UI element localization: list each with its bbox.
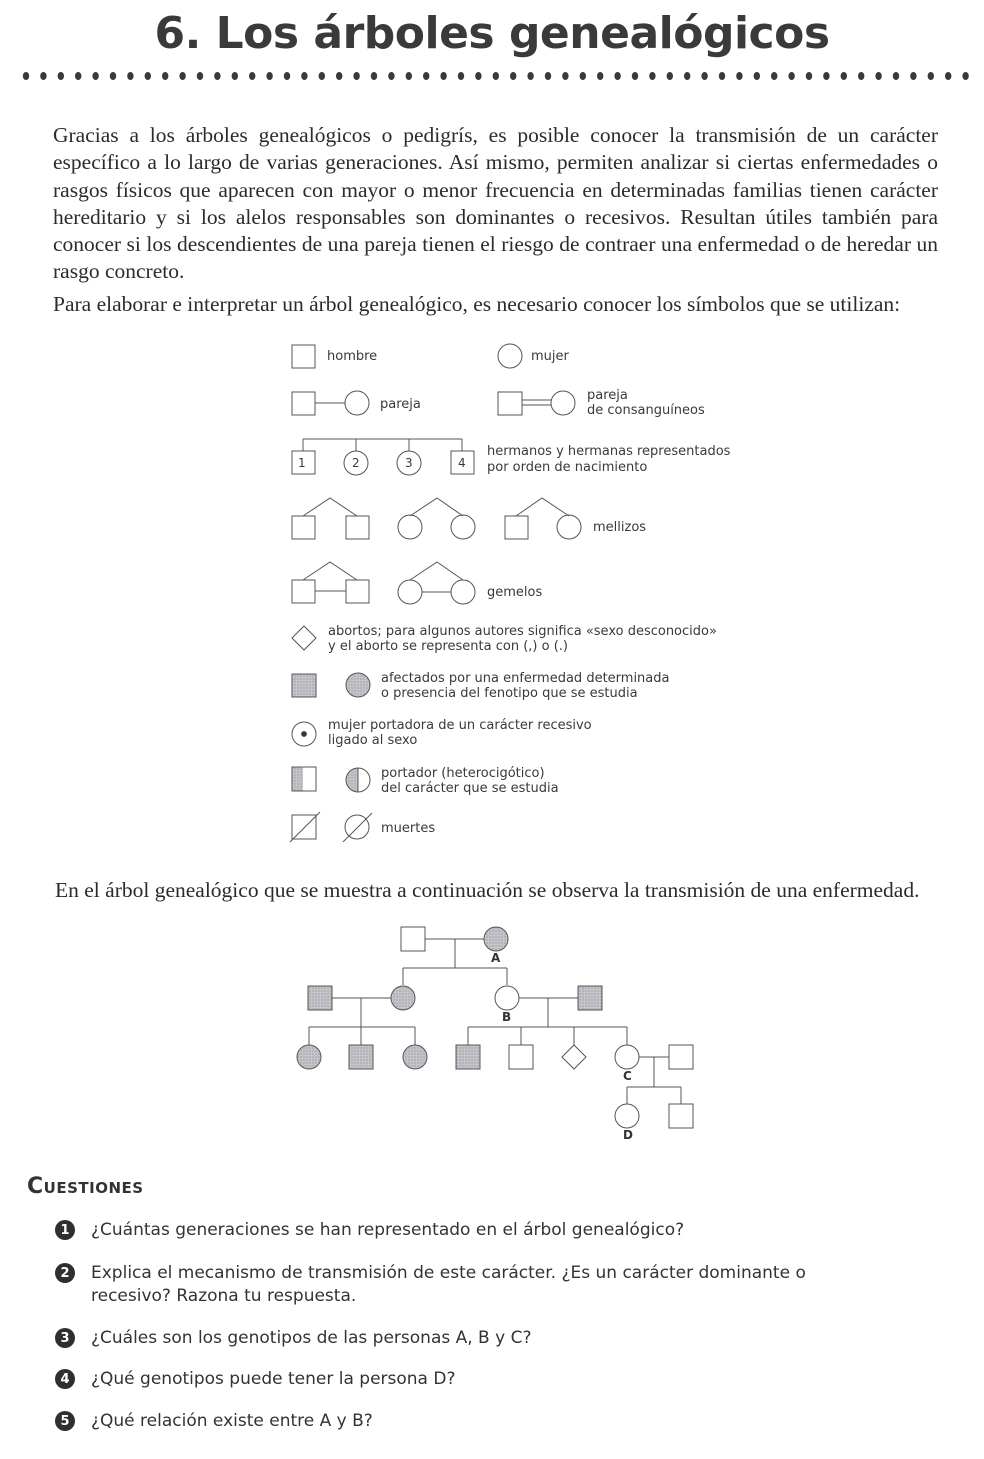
question-text: ¿Qué genotipos puede tener la persona D?: [91, 1369, 456, 1389]
question-number-badge: 1: [55, 1220, 75, 1240]
deceased-symbol-icon: [290, 812, 372, 842]
pedigree-label-d: D: [623, 1128, 633, 1142]
pedigree-affected-female: [391, 986, 415, 1010]
pedigree-female-C: [615, 1045, 639, 1069]
legend-abortos-1: abortos; para algunos autores significa «sexo desconocido»: [328, 624, 717, 639]
legend-portador-2: del carácter que se estudia: [381, 781, 559, 796]
legend-gemelos: gemelos: [487, 585, 543, 600]
question-text: ¿Cuántas generaciones se han representado en el árbol genealógico?: [91, 1220, 685, 1240]
legend-portador-1: portador (heterocigótico): [381, 766, 545, 781]
legend-mellizos: mellizos: [593, 520, 647, 535]
identical-twins-icon: [292, 562, 475, 604]
pedigree-gen3-affected-female-1: [297, 1045, 321, 1069]
pedigree-female-A: [484, 927, 508, 951]
legend-hermanos-2: por orden de nacimiento: [487, 460, 648, 475]
pedigree-male-gen1: [401, 927, 425, 951]
question-item: [55, 1410, 915, 1433]
affected-male-icon: [292, 674, 316, 697]
pedigree-intro: En el árbol genealógico que se muestra a continuación se observa la transmisión de una enfermedad.: [55, 878, 920, 902]
question-item: [55, 1327, 915, 1350]
pedigree-female-B: [495, 986, 519, 1010]
pedigree-gen4-male: [669, 1104, 693, 1128]
legend-abortos-2: y el aborto se representa con (,) o (.): [328, 639, 568, 654]
question-text: ¿Cuáles son los genotipos de las personas A, B y C?: [91, 1328, 532, 1348]
question-item: [55, 1219, 915, 1242]
pedigree-label-c: C: [623, 1069, 632, 1083]
question-number-badge: 2: [55, 1263, 75, 1283]
male-symbol-icon: [292, 345, 315, 368]
pedigree-gen3-affected-male-1: [349, 1045, 373, 1069]
diamond-symbol-icon: [292, 626, 316, 650]
legend-consanguineos-1: pareja: [587, 388, 628, 403]
question-item: [55, 1262, 915, 1308]
pedigree-label-b: B: [502, 1010, 512, 1024]
sibling-number-4: 4: [458, 456, 466, 470]
pedigree-gen3-affected-female-2: [403, 1045, 427, 1069]
pedigree-male-spouse-c: [669, 1045, 693, 1069]
fraternal-twins-icon: [292, 498, 581, 539]
pedigree-affected-male-spouse-b: [578, 986, 602, 1010]
carrier-female-dot-icon: [292, 722, 316, 746]
legend-mujer: mujer: [531, 349, 569, 364]
pedigree-label-a: A: [491, 951, 501, 965]
question-number-badge: 4: [55, 1369, 75, 1389]
pedigree-gen3-male: [509, 1045, 533, 1069]
sibling-number-1: 1: [298, 456, 306, 470]
pedigree-gen3-unknown-sex: [562, 1045, 586, 1069]
page-title: 6. Los árboles genealógicos: [154, 8, 830, 59]
legend-portadora-1: mujer portadora de un carácter recesivo: [328, 718, 592, 733]
legend-muertes: muertes: [381, 821, 436, 836]
question-item: [55, 1368, 915, 1391]
legend-afectados-2: o presencia del fenotipo que se estudia: [381, 686, 638, 701]
question-text: Explica el mecanismo de transmisión de este carácter. ¿Es un carácter dominante o recesivo? Razona tu respuesta.: [91, 1263, 806, 1306]
legend-hombre: hombre: [327, 349, 378, 364]
legend-hermanos-1: hermanos y hermanas representados: [487, 444, 731, 459]
question-text: ¿Qué relación existe entre A y B?: [91, 1411, 373, 1431]
question-number-badge: 5: [55, 1411, 75, 1431]
legend-consanguineos-2: de consanguíneos: [587, 403, 705, 418]
legend-afectados-1: afectados por una enfermedad determinada: [381, 671, 670, 686]
heterozygous-carrier-icon: [292, 767, 370, 792]
sibling-number-2: 2: [352, 456, 360, 470]
legend-portadora-2: ligado al sexo: [328, 733, 418, 748]
siblings-symbol-icon: [292, 439, 474, 475]
question-number-badge: 3: [55, 1328, 75, 1348]
pedigree-gen3-affected-male-2: [456, 1045, 480, 1069]
questions-heading: Cuestiones: [27, 1174, 144, 1199]
female-symbol-icon: [498, 344, 522, 368]
pedigree-affected-male-spouse: [308, 986, 332, 1010]
couple-symbol-icon: [292, 391, 369, 415]
intro-paragraph-2: Para elaborar e interpretar un árbol genealógico, es necesario conocer los símbolos que se utilizan:: [53, 291, 901, 316]
affected-female-icon: [346, 673, 370, 697]
consanguineous-couple-icon: [498, 391, 575, 415]
sibling-number-3: 3: [405, 456, 413, 470]
pedigree-female-D: [615, 1104, 639, 1128]
intro-paragraph-1: Gracias a los árboles genealógicos o pedigrís, es posible conocer la transmisión de un carácter específico a lo largo de varias generaciones. Así mismo, permiten analizar si ciertas enfermedades o rasgos físicos que aparecen con mayor o menor frecuencia en determinadas familias tienen carácter hereditario y si los alelos responsables son dominantes o recesivos. Resultan útiles también para conocer si los descendientes de una pareja tienen el riesgo de contraer una enfermedad o de heredar un rasgo concreto.: [53, 123, 938, 284]
legend-pareja: pareja: [380, 397, 421, 412]
